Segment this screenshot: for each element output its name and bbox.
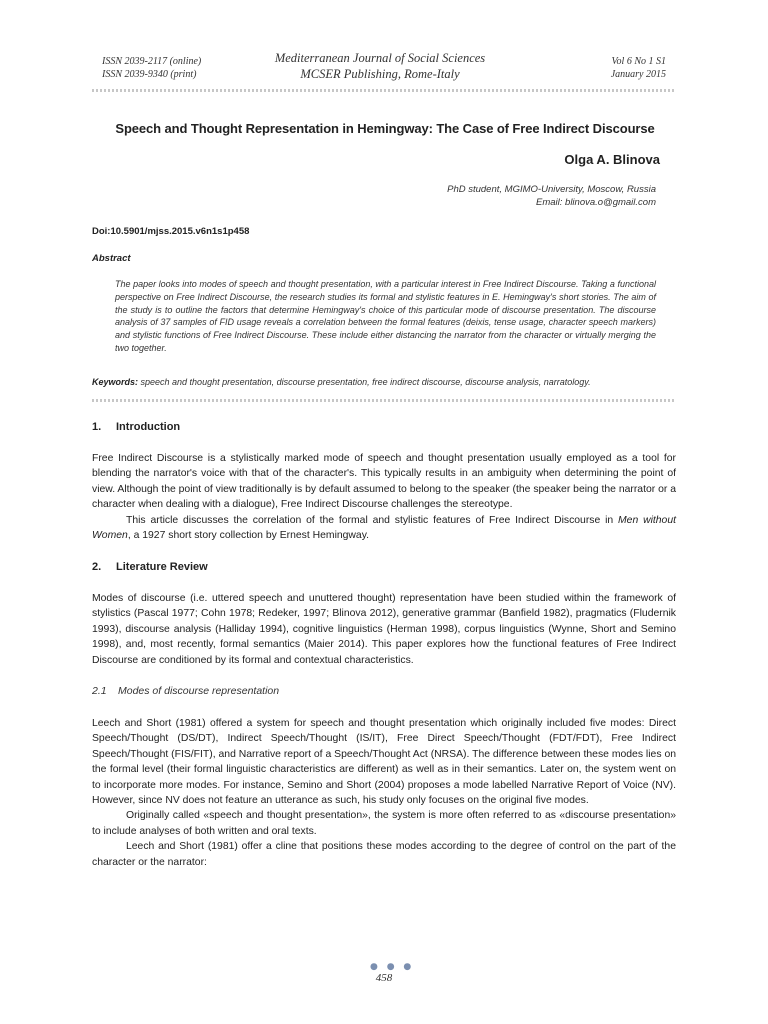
paragraph: Leech and Short (1981) offered a system for speech and thought presentation which originally included five modes: Direct Speech/Thought (DS/DT), Indirect Speech/Thought (IS/IT), Free Direct Speech/Thought (FDT/FDT), Free Indirect Speech/Thought (FIS/FIT), and Narrative report of a Speech/Thought Act (NRSA). The difference between these modes lies on the formal level (their formal linguistic characteristics are different) as well as in their semantics. Later on, the system went on to incorporate more modes. For instance, Semino and Short (2004) proposes a mode labelled Narrative Report of Voice (NV). However, since NV does not feature an utterance as such, his study only focuses on the original five modes.	[92, 718, 676, 807]
paragraph: Leech and Short (1981) offer a cline that positions these modes according to the degree of control on the part of the character or the narrator:	[92, 841, 676, 868]
section-heading-introduction	[92, 421, 180, 433]
subsection-heading-modes	[92, 685, 279, 697]
volume-number: Vol 6 No 1 S1	[611, 56, 666, 67]
paragraph: This article discusses the correlation of the formal and stylistic features of Free Indirect Discourse in Men without Women, a 1927 short story collection by Ernest Hemingway.	[92, 514, 677, 542]
paragraph: Originally called «speech and thought presentation», the system is more often referred to as «discourse presentation» to include analyses of both written and oral texts.	[92, 810, 676, 837]
author-affiliation	[447, 183, 656, 209]
section-heading-literature-review	[92, 561, 208, 573]
paragraph: Modes of discourse (i.e. uttered speech and unuttered thought) representation have been studied within the framework of stylistics (Pascal 1977; Cohn 1978; Redeker, 1997; Blinova 2012), generative grammar (Banfield 1982), pragmatics (Fludernik 1993), discourse analysis (Halliday 1994), cognitive linguistics (Herman 1998), corpus linguistics (Wynne, Short and Semino 1998), and, most recently, formal semantics (Maier 2014). This paper explores how the functional features of Free Indirect Discourse are conditioned by its formal and contextual characteristics.	[92, 593, 676, 666]
affiliation-line: PhD student, MGIMO-University, Moscow, Russia	[447, 184, 656, 195]
paragraph: Free Indirect Discourse is a stylistically marked mode of speech and thought presentation usually employed as a tool for blending the narrator's voice with that of the character's. This typically results in an ambiguity when determining the point of view. Although the point of view traditionally is by default assumed to belong to the speaker (the speaker being the narrator or a character when dealing with a dialogue), Free Indirect Discourse challenges the stereotype.	[92, 453, 676, 511]
doi-line: Doi:10.5901/mjss.2015.v6n1s1p458	[92, 226, 250, 237]
issue-date: January 2015	[610, 69, 666, 80]
keywords-text: speech and thought presentation, discourse presentation, free indirect discourse, discourse analysis, narratology.	[138, 377, 591, 387]
modes-body	[92, 716, 676, 870]
author-email: Email: blinova.o@gmail.com	[536, 197, 656, 208]
header-divider	[92, 89, 676, 92]
abstract-heading: Abstract	[92, 253, 131, 264]
subsection-title: Modes of discourse representation	[118, 685, 280, 697]
book-title: Men without Women	[92, 514, 677, 542]
author-name: Olga A. Blinova	[564, 152, 660, 167]
issue-block	[611, 55, 666, 81]
subsection-number: 2.1	[92, 685, 107, 697]
section-number: 1.	[92, 421, 102, 433]
section-number: 2.	[92, 561, 102, 573]
running-header	[92, 50, 668, 90]
journal-name: Mediterranean Journal of Social Sciences	[274, 51, 486, 65]
section-title: Literature Review	[116, 561, 208, 573]
footer-dots: ● ● ●	[370, 962, 415, 972]
journal-block	[92, 50, 668, 82]
paper-title: Speech and Thought Representation in Hemingway: The Case of Free Indirect Discourse	[115, 121, 655, 136]
literature-review-body	[92, 591, 676, 668]
introduction-body	[92, 451, 676, 543]
abstract-divider	[92, 399, 676, 402]
publisher-name: MCSER Publishing, Rome-Italy	[300, 67, 460, 81]
issn-print: ISSN 2039-9340 (print)	[102, 69, 197, 80]
keywords-line	[92, 377, 672, 387]
section-title: Introduction	[116, 421, 181, 433]
abstract-text: The paper looks into modes of speech and thought presentation, with a particular interest in Free Indirect Discourse. Taking a functional perspective on Free Indirect Discourse, the research studies its formal and stylistic features in E. Hemingway's short stories. The aim of the study is to outline the factors that determine Hemingway's choice of this particular mode of discourse presentation. The discourse analysis of 37 samples of FID usage reveals a correlation between the formal features (deixis, tense usage, character speech markers) and stylistic functions of Free Indirect Discourse. These include either distancing the narrator from the character or virtually merging the two together.	[115, 279, 656, 353]
keywords-label: Keywords:	[92, 377, 139, 387]
issn-online: ISSN 2039-2117 (online)	[102, 56, 202, 67]
page-number: 458	[375, 972, 393, 984]
